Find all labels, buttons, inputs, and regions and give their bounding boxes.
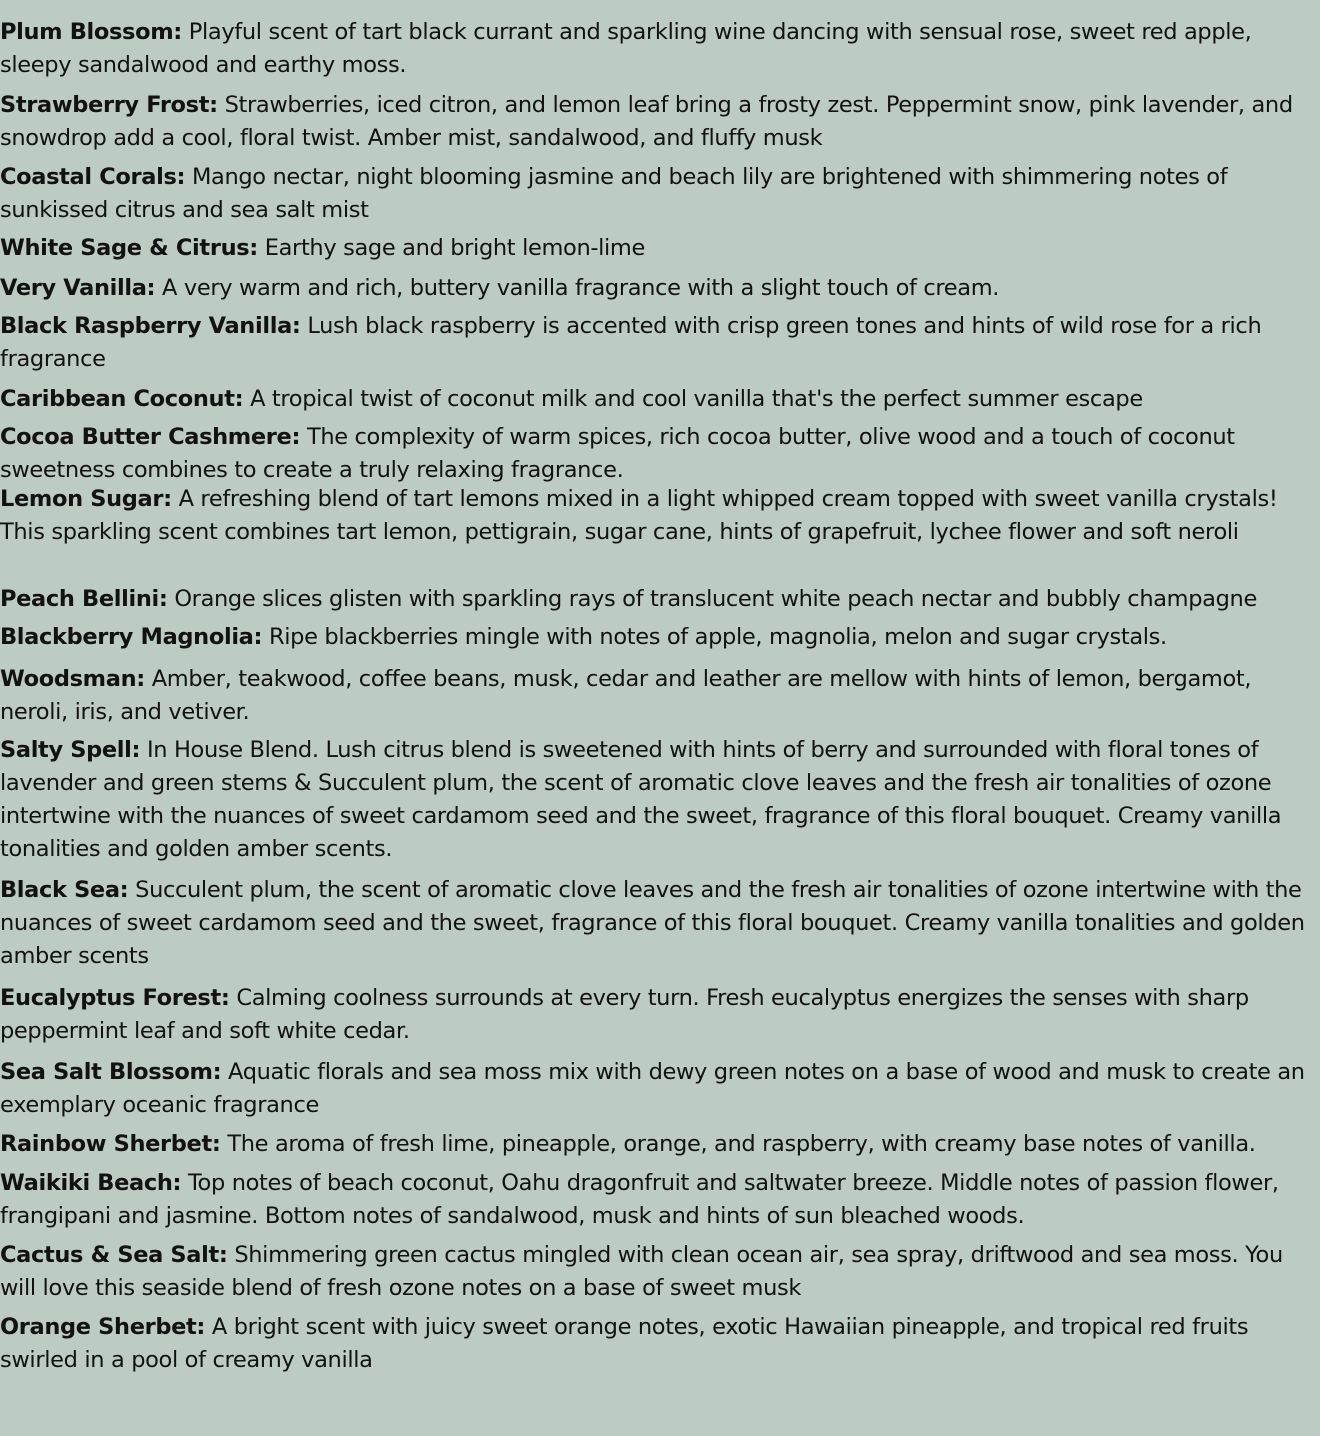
- scent-description: Top notes of beach coconut, Oahu dragonfruit and saltwater breeze. Middle notes of passion flower, frangipani and jasmine. Bottom notes of sandalwood, musk and hints of sun bleached woods.: [0, 1170, 1279, 1229]
- scent-name: Orange Sherbet:: [0, 1314, 206, 1340]
- scent-name: Salty Spell:: [0, 737, 141, 763]
- scent-name: Coastal Corals:: [0, 164, 186, 190]
- scent-entry-waikiki-beach: [0, 1167, 1318, 1233]
- scent-name: Cocoa Butter Cashmere:: [0, 424, 301, 450]
- scent-entry-rainbow-sherbet: [0, 1128, 1318, 1161]
- scent-name: Eucalyptus Forest:: [0, 985, 230, 1011]
- scent-description: The complexity of warm spices, rich cocoa butter, olive wood and a touch of coconut sweetness combines to create a truly relaxing fragrance.: [0, 424, 1235, 483]
- scent-name: Strawberry Frost:: [0, 92, 218, 118]
- scent-description: Ripe blackberries mingle with notes of apple, magnolia, melon and sugar crystals.: [268, 624, 1167, 650]
- scent-description: Succulent plum, the scent of aromatic clove leaves and the fresh air tonalities of ozone intertwine with the nuances of sweet cardamom seed and the sweet, fragrance of this floral bouquet. Creamy vanilla tonalities and golden amber scents: [0, 877, 1305, 969]
- scent-name: Black Sea:: [0, 877, 129, 903]
- scent-entry-peach-bellini: [0, 583, 1318, 616]
- scent-entry-cactus-sea-salt: [0, 1239, 1318, 1305]
- scent-name: Peach Bellini:: [0, 586, 168, 612]
- scent-entry-blackberry-magnolia: [0, 621, 1318, 654]
- scent-description: A bright scent with juicy sweet orange notes, exotic Hawaiian pineapple, and tropical red fruits swirled in a pool of creamy vanilla: [0, 1314, 1249, 1373]
- scent-description: Shimmering green cactus mingled with clean ocean air, sea spray, driftwood and sea moss. You will love this seaside blend of fresh ozone notes on a base of sweet musk: [0, 1242, 1283, 1301]
- scent-description: Aquatic florals and sea moss mix with dewy green notes on a base of wood and musk to create an exemplary oceanic fragrance: [0, 1059, 1305, 1118]
- scent-name: White Sage & Citrus:: [0, 235, 258, 261]
- scent-name: Cactus & Sea Salt:: [0, 1242, 228, 1268]
- scent-entry-lemon-sugar: [0, 483, 1318, 549]
- scent-name: Woodsman:: [0, 666, 145, 692]
- scent-name: Sea Salt Blossom:: [0, 1059, 222, 1085]
- scent-description: A very warm and rich, buttery vanilla fragrance with a slight touch of cream.: [162, 275, 1000, 301]
- scent-description: Mango nectar, night blooming jasmine and beach lily are brightened with shimmering notes of sunkissed citrus and sea salt mist: [0, 164, 1228, 223]
- scent-entry-eucalyptus-forest: [0, 982, 1318, 1048]
- scent-description: A refreshing blend of tart lemons mixed in a light whipped cream topped with sweet vanilla crystals! This sparkling scent combines tart lemon, pettigrain, sugar cane, hints of grapefruit, lychee flower and soft neroli: [0, 486, 1278, 545]
- scent-entry-woodsman: [0, 663, 1318, 729]
- scent-entry-black-raspberry-vanilla: [0, 310, 1318, 376]
- scent-description: Amber, teakwood, coffee beans, musk, cedar and leather are mellow with hints of lemon, bergamot, neroli, iris, and vetiver.: [0, 666, 1252, 725]
- scent-description: A tropical twist of coconut milk and cool vanilla that's the perfect summer escape: [250, 386, 1143, 412]
- scent-description: The aroma of fresh lime, pineapple, orange, and raspberry, with creamy base notes of vanilla.: [227, 1131, 1256, 1157]
- scent-description: Lush black raspberry is accented with crisp green tones and hints of wild rose for a rich fragrance: [0, 313, 1262, 372]
- scent-name: Caribbean Coconut:: [0, 386, 244, 412]
- scent-description: Strawberries, iced citron, and lemon leaf bring a frosty zest. Peppermint snow, pink lavender, and snowdrop add a cool, floral twist. Amber mist, sandalwood, and fluffy musk: [0, 92, 1293, 151]
- scent-name: Very Vanilla:: [0, 275, 156, 301]
- scent-entry-black-sea: [0, 874, 1318, 973]
- scent-description: Earthy sage and bright lemon-lime: [264, 235, 645, 261]
- scent-name: Waikiki Beach:: [0, 1170, 182, 1196]
- scent-name: Blackberry Magnolia:: [0, 624, 263, 650]
- scent-description: Calming coolness surrounds at every turn. Fresh eucalyptus energizes the senses with sharp peppermint leaf and soft white cedar.: [0, 985, 1249, 1044]
- scent-name: Black Raspberry Vanilla:: [0, 313, 301, 339]
- scent-entry-sea-salt-blossom: [0, 1056, 1318, 1122]
- scent-description: In House Blend. Lush citrus blend is sweetened with hints of berry and surrounded with floral tones of lavender and green stems & Succulent plum, the scent of aromatic clove leaves and the fresh air tonalities of ozone intertwine with the nuances of sweet cardamom seed and the sweet, fragrance of this floral bouquet. Creamy vanilla tonalities and golden amber scents.: [0, 737, 1282, 862]
- scent-name: Rainbow Sherbet:: [0, 1131, 221, 1157]
- scent-name: Lemon Sugar:: [0, 486, 172, 512]
- scent-name: Plum Blossom:: [0, 19, 182, 45]
- scent-entry-caribbean-coconut: [0, 383, 1318, 416]
- scent-entry-orange-sherbet: [0, 1311, 1318, 1377]
- scent-entry-white-sage-citrus: [0, 232, 1318, 265]
- scent-entry-coastal-corals: [0, 161, 1318, 227]
- scent-entry-plum-blossom: [0, 16, 1318, 82]
- scent-entry-very-vanilla: [0, 272, 1318, 305]
- scent-entry-salty-spell: [0, 734, 1318, 866]
- scent-description: Orange slices glisten with sparkling rays of translucent white peach nectar and bubbly champagne: [174, 586, 1257, 612]
- scent-entry-cocoa-butter-cashmere: [0, 421, 1318, 487]
- scent-description: Playful scent of tart black currant and sparkling wine dancing with sensual rose, sweet red apple, sleepy sandalwood and earthy moss.: [0, 19, 1252, 78]
- scent-entry-strawberry-frost: [0, 89, 1318, 155]
